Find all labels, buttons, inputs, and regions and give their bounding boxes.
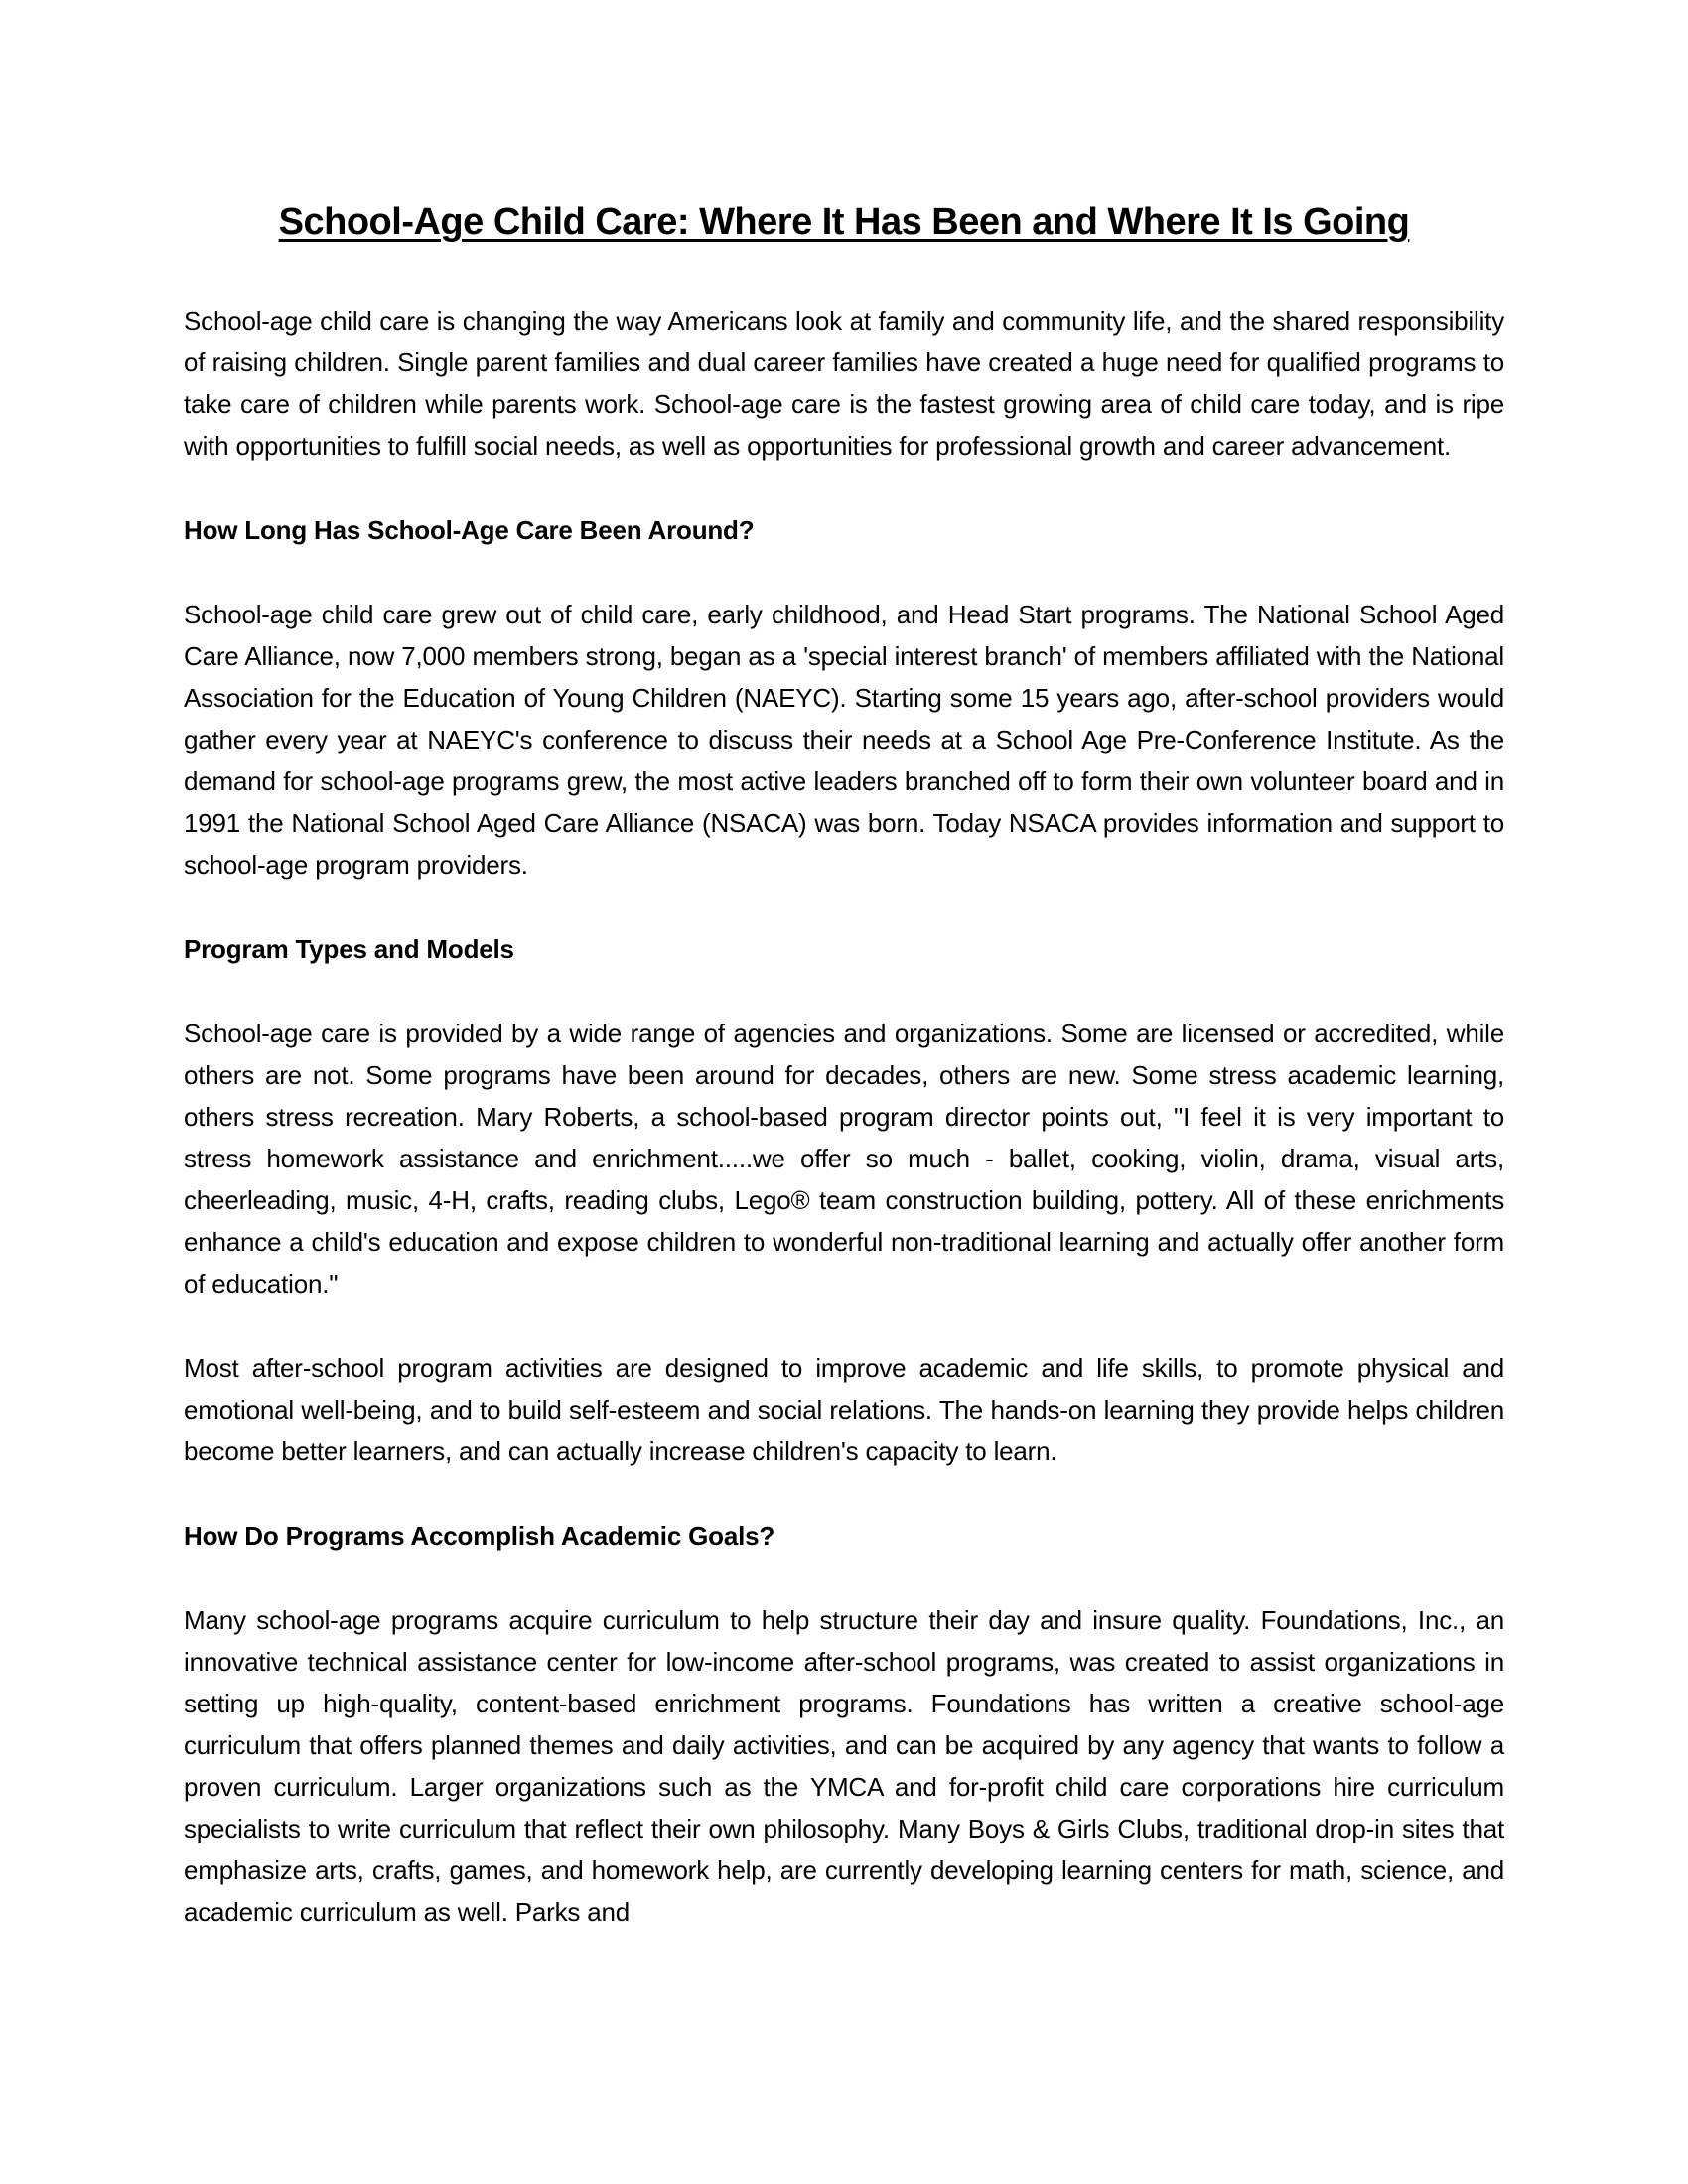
document-title: School-Age Child Care: Where It Has Been and Where It Is Going bbox=[278, 202, 1410, 243]
activities-benefits-paragraph: Most after-school program activities are designed to improve academic and life skills, to promote physical and emotional well-being, and to build self-esteem and social relations. The hands-on learning they provide helps children become better learners, and can actually increase children's capacity to learn. bbox=[184, 1353, 1504, 1466]
section-heading-how-long: How Long Has School-Age Care Been Around? bbox=[184, 515, 755, 545]
section-heading-program-types: Program Types and Models bbox=[184, 934, 514, 964]
intro-paragraph: School-age child care is changing the way Americans look at family and community life, and the shared responsibility of raising children. Single parent families and dual career families have created a huge need for qualified programs to take care of children while parents work. School-age care is the fastest growing area of child care today, and is ripe with opportunities to fulfill social needs, as well as opportunities for professional growth and career advancement. bbox=[184, 306, 1504, 461]
history-paragraph: School-age child care grew out of child care, early childhood, and Head Start programs. The National School Aged Care Alliance, now 7,000 members strong, began as a 'special interest branch' of members affiliated with the National Association for the Education of Young Children (NAEYC). Starting some 15 years ago, after-school providers would gather every year at NAEYC's conference to discuss their needs at a School Age Pre-Conference Institute. As the demand for school-age programs grew, the most active leaders branched off to form their own volunteer board and in 1991 the National School Aged Care Alliance (NSACA) was born. Today NSACA provides information and support to school-age program providers. bbox=[184, 600, 1504, 880]
document-page bbox=[184, 0, 1504, 1933]
program-types-paragraph: School-age care is provided by a wide range of agencies and organizations. Some are licensed or accredited, while others are not. Some programs have been around for decades, others are new. Some stress academic learning, others stress recreation. Mary Roberts, a school-based program director points out, "I feel it is very important to stress homework assistance and enrichment.....we offer so much - ballet, cooking, violin, drama, visual arts, cheerleading, music, 4-H, crafts, reading clubs, Lego® team construction building, pottery. All of these enrichments enhance a child's education and expose children to wonderful non-traditional learning and actually offer another form of education." bbox=[184, 1019, 1504, 1298]
section-heading-academic-goals: How Do Programs Accomplish Academic Goals? bbox=[184, 1521, 775, 1551]
academic-goals-paragraph: Many school-age programs acquire curriculum to help structure their day and insure quality. Foundations, Inc., an innovative technical assistance center for low-income after-school programs, was created to assist organizations in setting up high-quality, content-based enrichment programs. Foundations has written a creative school-age curriculum that offers planned themes and daily activities, and can be acquired by any agency that wants to follow a proven curriculum. Larger organizations such as the YMCA and for-profit child care corporations hire curriculum specialists to write curriculum that reflect their own philosophy. Many Boys & Girls Clubs, traditional drop-in sites that emphasize arts, crafts, games, and homework help, are currently developing learning centers for math, science, and academic curriculum as well. Parks and bbox=[184, 1605, 1504, 1927]
